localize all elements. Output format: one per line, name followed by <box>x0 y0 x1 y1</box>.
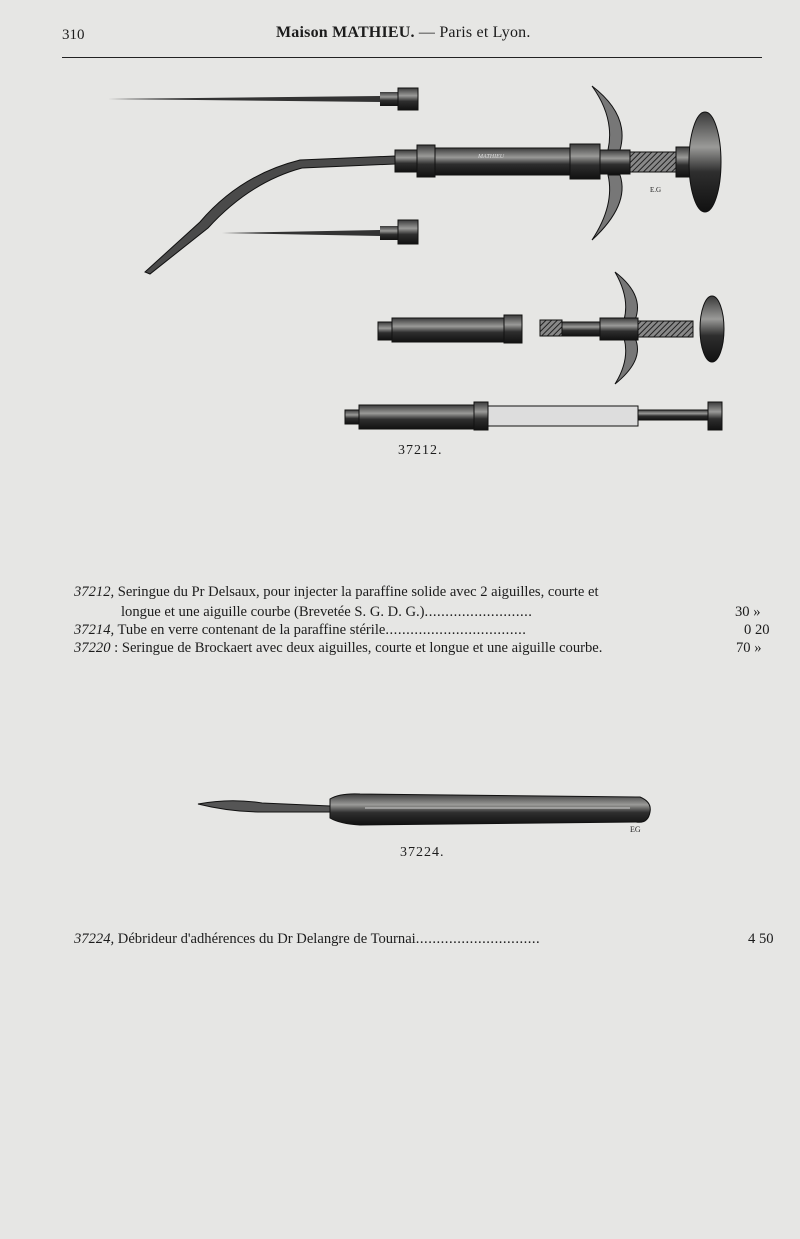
running-head-rest: — Paris et Lyon. <box>414 24 531 41</box>
entry-number: 37214, <box>74 622 115 638</box>
entry-text: longue et une aiguille courbe (Brevetée S. G. D. G.) <box>121 604 425 620</box>
entry-text: Seringue du Pr Delsaux, pour injecter la paraffine solide avec 2 aiguilles, courte et <box>114 584 599 600</box>
leader-dots: .................................. <box>385 622 527 638</box>
paraffin-tube-part <box>345 402 722 430</box>
figure-label-37212: 37212. <box>398 443 443 458</box>
syringe-illustration <box>0 0 800 460</box>
entry-price: 4 50 <box>748 931 774 947</box>
entry-number: 37220 <box>74 640 111 656</box>
engraver-mark: E.G <box>650 186 662 194</box>
entry-37224 <box>74 931 540 948</box>
engraver-mark: EG <box>630 825 641 834</box>
entry-text: Débrideur d'adhérences du Dr Delangre de Tournai <box>114 931 416 947</box>
assembled-syringe <box>395 86 721 240</box>
brand-name: Maison MATHIEU. <box>276 24 415 41</box>
entry-number: 37224, <box>74 931 115 947</box>
curved-needle <box>145 156 395 274</box>
entry-price: 0 20 <box>744 622 770 638</box>
entry-text: Tube en verre contenant de la paraffine stérile <box>114 622 386 638</box>
figure-label-37224: 37224. <box>400 845 445 860</box>
debrider-instrument <box>198 794 650 834</box>
entry-price: 30 » <box>735 604 761 620</box>
entry-number: 37212, <box>74 584 115 600</box>
entry-37212-line2 <box>121 604 532 621</box>
syringe-barrel-part <box>378 315 522 343</box>
entry-37214 <box>74 622 526 639</box>
entry-37212-line1 <box>74 584 599 601</box>
straight-needle-short <box>222 220 418 244</box>
entry-text: : Seringue de Brockaert avec deux aiguilles, courte et longue et une aiguille courbe. <box>110 640 603 656</box>
leader-dots: .......................... <box>424 604 533 620</box>
page-number: 310 <box>62 27 85 43</box>
straight-needle-long <box>108 88 418 110</box>
syringe-brand-engraving: MATHIEU <box>478 154 505 160</box>
entry-37220 <box>74 640 602 657</box>
syringe-plunger-part <box>540 272 724 384</box>
leader-dots: .............................. <box>415 931 541 947</box>
entry-price: 70 » <box>736 640 762 656</box>
